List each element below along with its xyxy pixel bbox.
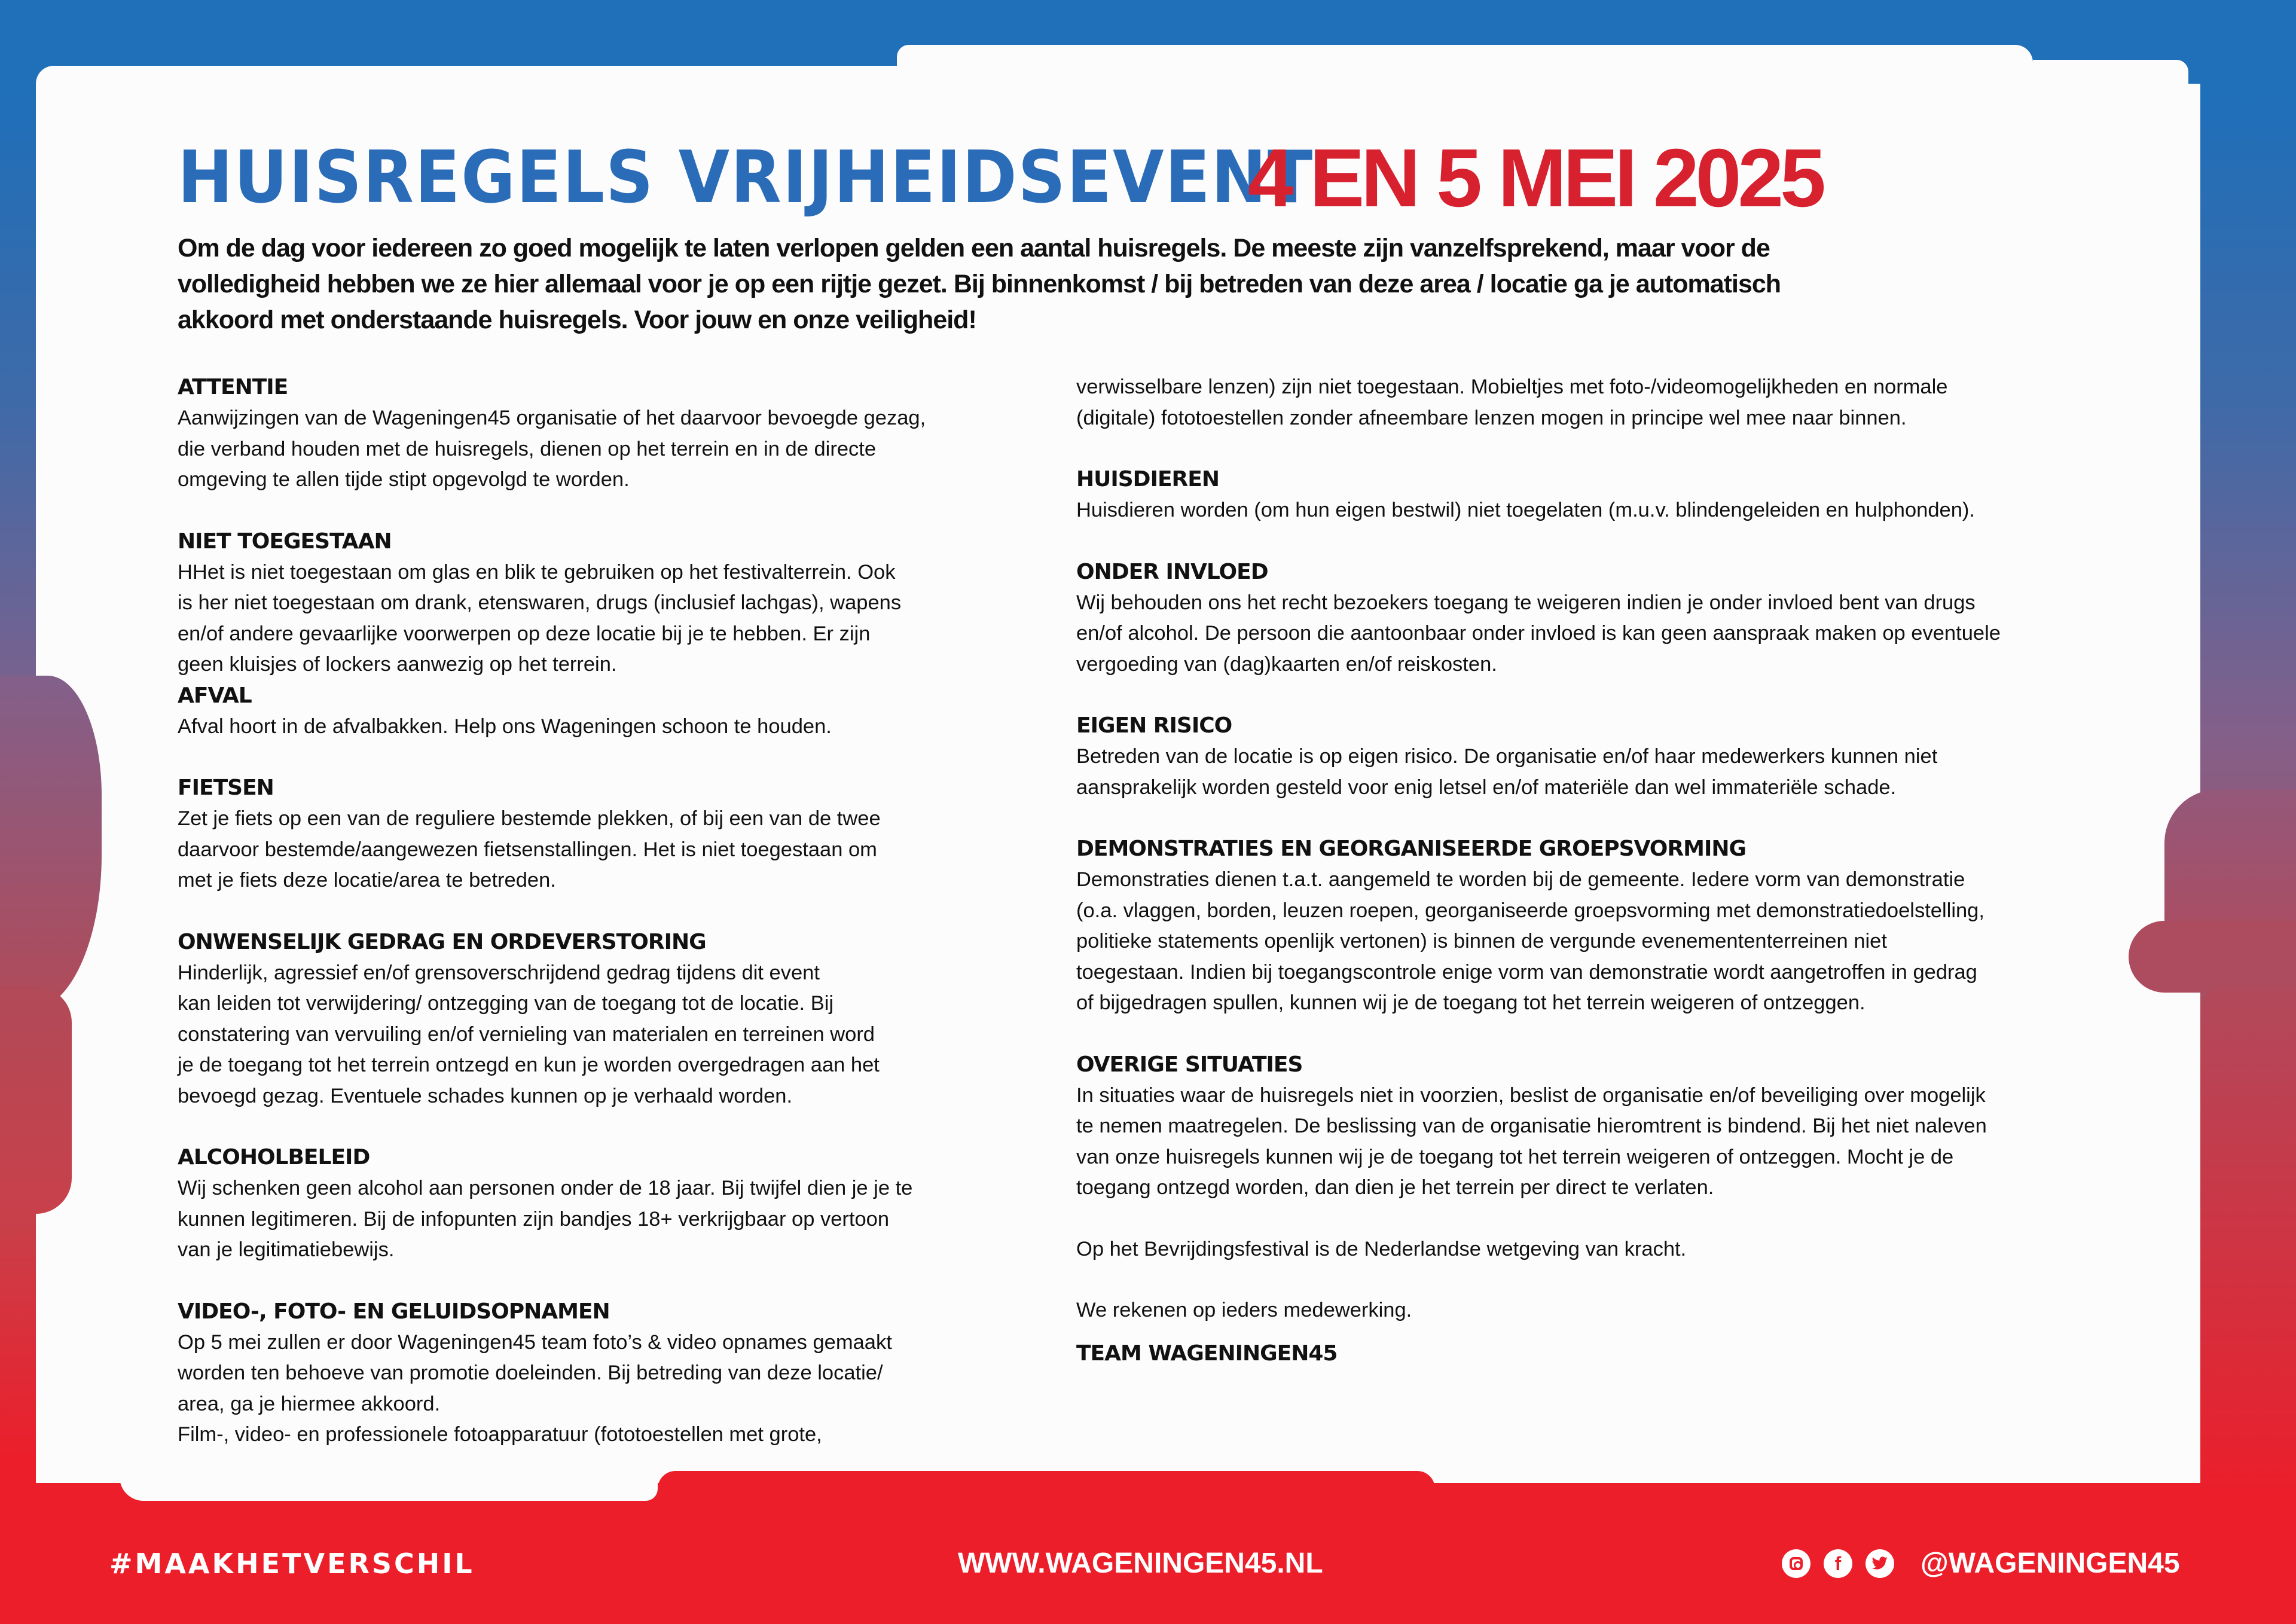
section-text: Wij schenken geen alcohol aan personen onder de 18 jaar. Bij twijfel dien je je te kunnen legitimeren. Bij de infopunten zijn bandjes 18+ verkrijgbaar op vertoon van je legitimatiebewijs. xyxy=(178,1177,913,1261)
section-text: HHet is niet toegestaan om glas en blik te gebruiken op het festivalterrein. Ook is her niet toegestaan om drank, etenswaren, drugs (inclusief lachgas), wapens en/of andere gevaarlijke voorwerpen op deze locatie bij je te hebben. Er zijn geen kluisjes of lockers aanwezig op het terrein. xyxy=(178,560,902,676)
title-date: 4 EN 5 MEI 2025 xyxy=(1248,132,1822,224)
section-heading: EIGEN RISICO xyxy=(1076,713,1232,738)
footer-social-handle[interactable]: @WAGENINGEN45 xyxy=(1921,1547,2180,1579)
rule-section-eigen-risico xyxy=(1076,710,2141,803)
rule-section-niet-toegestaan xyxy=(178,526,1039,680)
section-heading: ATTENTIE xyxy=(178,375,288,399)
brush-edge xyxy=(897,45,2033,99)
law-note: Op het Bevrijdingsfestival is de Nederlandse wetgeving van kracht. xyxy=(1076,1237,1687,1260)
brush-bite xyxy=(2200,987,2296,1501)
section-heading: AFVAL xyxy=(178,683,252,708)
rule-section-huisdieren xyxy=(1076,464,2141,526)
section-heading: DEMONSTRATIES EN GEORGANISEERDE GROEPSVORMING xyxy=(1076,837,1747,861)
page-title xyxy=(178,132,1822,224)
instagram-glyph xyxy=(1790,1557,1803,1570)
section-text: Betreden van de locatie is op eigen risico. De organisatie en/of haar medewerkers kunnen niet aansprakelijk worden gesteld voor enig letsel en/of materiële dan wel immateriële schade. xyxy=(1076,745,1938,799)
rule-section-overige-situaties xyxy=(1076,1049,2141,1204)
section-heading: ALCOHOLBELEID xyxy=(178,1145,370,1170)
instagram-icon[interactable] xyxy=(1782,1549,1810,1578)
section-text: Hinderlijk, agressief en/of grensoverschrijdend gedrag tijdens dit event kan leiden tot verwijdering/ ontzegging van de toegang tot de locatie. Bij constatering van vervuiling en/of vernieling van materialen en terreinen word je de toegang tot het terrein ontzegd en kun je worden overgedragen aan het bevoegd gezag. Eventuele schades kunnen op je verhaald worden. xyxy=(178,961,880,1107)
rule-section-attentie xyxy=(178,372,1039,496)
rule-section-afval xyxy=(178,680,1039,743)
section-text: In situaties waar de huisregels niet in voorzien, beslist de organisatie en/of beveiliging over mogelijk te nemen maatregelen. De beslissing van de organisatie hieromtrent is bindend. Bij het niet naleven van onze huisregels kunnen wij je de toegang tot het terrein weigeren of ontzeggen. Mocht je de toegang ontzegd worden, dan dien je het terrein per direct te verlaten. xyxy=(1076,1083,1987,1199)
twitter-icon[interactable] xyxy=(1866,1549,1894,1578)
brush-edge xyxy=(120,1459,658,1501)
section-heading: ONWENSELIJK GEDRAG EN ORDEVERSTORING xyxy=(178,929,706,954)
footer-hashtag: #MAAKHETVERSCHIL xyxy=(109,1547,475,1580)
intro-text: Om de dag voor iedereen zo goed mogelijk te laten verlopen gelden een aantal huisregels. De meeste zijn vanzelfsprekend, maar voor de volledigheid hebben we ze hier allemaal voor je op een rijtje gezet. Bij binnenkomst / bij betreden van deze area / locatie ga je automatisch akkoord met onderstaande huisregels. Voor jouw en onze veiligheid! xyxy=(178,234,1781,334)
brush-bite xyxy=(658,1471,1435,1507)
thanks-note: We rekenen op ieders medewerking. xyxy=(1076,1299,1412,1321)
rule-section-video-foto xyxy=(178,1296,1039,1451)
section-heading: OVERIGE SITUATIES xyxy=(1076,1052,1303,1077)
section-text: Aanwijzingen van de Wageningen45 organisatie of het daarvoor bevoegde gezag, die verband houden met de huisregels, dienen op het terrein en in de directe omgeving te allen tijde stipt opgevolgd te worden. xyxy=(178,407,926,491)
rule-section-onwenselijk-gedrag xyxy=(178,927,1039,1112)
rule-section-fietsen xyxy=(178,773,1039,896)
brush-bite xyxy=(0,987,72,1214)
facebook-icon[interactable] xyxy=(1824,1549,1852,1578)
section-text: Demonstraties dienen t.a.t. aangemeld te worden bij de gemeente. Iedere vorm van demonstratie (o.a. vlaggen, borden, leuzen roepen, georganiseerde groepsvorming met demonstratiedoelstelling, politieke statements openlijk vertonen) is binnen de vergunde evenemententerreinen niet toegestaan. Indien bij toegangscontrole enige vorm van demonstratie wordt aangetroffen in gedrag of bijgedragen spullen, kunnen wij je de toegang tot het terrein weigeren of ontzeggen. xyxy=(1076,868,1984,1014)
rules-column-right xyxy=(1076,372,2141,1369)
section-heading: NIET TOEGESTAAN xyxy=(178,529,392,554)
signature: TEAM WAGENINGEN45 xyxy=(1076,1341,1338,1366)
section-heading: VIDEO-, FOTO- EN GELUIDSOPNAMEN xyxy=(178,1299,610,1324)
section-heading: FIETSEN xyxy=(178,776,274,800)
rule-section-alcoholbeleid xyxy=(178,1142,1039,1266)
section-text: Zet je fiets op een van de reguliere bestemde plekken, of bij een van de twee daarvoor bestemde/aangewezen fietsenstallingen. Het is niet toegestaan om met je fiets deze locatie/area te betreden. xyxy=(178,807,881,892)
section-text: Huisdieren worden (om hun eigen bestwil) niet toegelaten (m.u.v. blindengeleiden en hulphonden). xyxy=(1076,499,1975,521)
title-event-name: HUISREGELS VRIJHEIDSEVENT xyxy=(178,136,1314,219)
brush-edge xyxy=(36,66,933,102)
section-text: Afval hoort in de afvalbakken. Help ons Wageningen schoon te houden. xyxy=(178,715,832,738)
facebook-glyph: f xyxy=(1834,1553,1842,1574)
brush-edge xyxy=(1435,1447,2212,1471)
section-text: Wij behouden ons het recht bezoekers toegang te weigeren indien je onder invloed bent van drugs en/of alcohol. De persoon die aantoonbaar onder invloed is kan geen aanspraak maken op eventuele vergoeding van (dag)kaarten en/of reiskosten. xyxy=(1076,591,2001,676)
section-heading: HUISDIEREN xyxy=(1076,467,1219,492)
section-heading: ONDER INVLOED xyxy=(1076,559,1268,584)
rules-column-left xyxy=(178,372,1039,1451)
rule-section-onder-invloed xyxy=(1076,557,2141,680)
twitter-bird-glyph xyxy=(1871,1556,1888,1571)
footer-website-link[interactable]: WWW.WAGENINGEN45.NL xyxy=(958,1547,1323,1579)
footer-social xyxy=(1782,1546,2180,1582)
section-text: Op 5 mei zullen er door Wageningen45 team foto’s & video opnames gemaakt worden ten behoeve van promotie doeleinden. Bij betreding van deze locatie/ area, ga je hiermee akkoord. Film-, video- en professionele fotoapparatuur (fototoestellen met grote, xyxy=(178,1330,892,1446)
rule-section-demonstraties xyxy=(1076,834,2141,1019)
section-text-continued: verwisselbare lenzen) zijn niet toegestaan. Mobieltjes met foto-/videomogelijkheden en normale (digitale) fototoestellen zonder afneembare lenzen mogen in principe wel mee naar binnen. xyxy=(1076,376,1948,429)
brush-bite xyxy=(2129,921,2296,993)
